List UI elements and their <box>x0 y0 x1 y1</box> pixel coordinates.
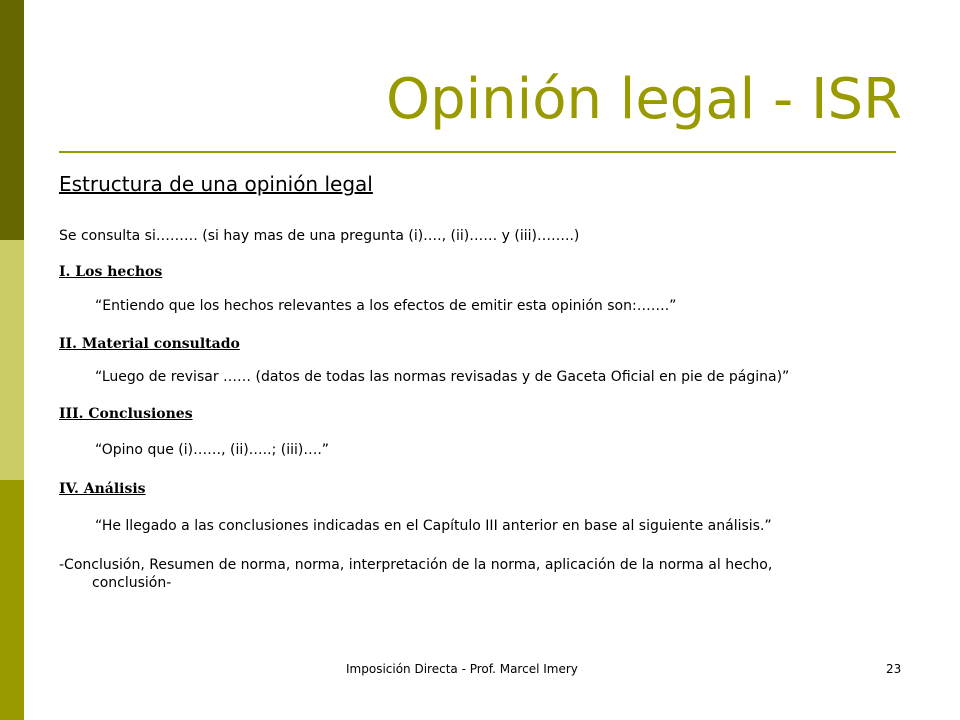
section-text-hechos: “Entiendo que los hechos relevantes a los efectos de emitir esta opinión son:…….” <box>95 298 677 314</box>
closing-text-line-2: conclusión- <box>92 575 172 591</box>
section-text-conclusiones: “Opino que (i)……, (ii)…..; (iii)….” <box>95 442 330 458</box>
section-heading-material: II. Material consultado <box>59 336 240 352</box>
sidebar-band-middle <box>0 240 24 480</box>
slide-subtitle: Estructura de una opinión legal <box>59 172 373 196</box>
section-heading-conclusiones: III. Conclusiones <box>59 406 193 422</box>
intro-text: Se consulta si……… (si hay mas de una pregunta (i)…., (ii)…… y (iii)……..) <box>59 228 580 244</box>
footer-text: Imposición Directa - Prof. Marcel Imery <box>346 662 578 676</box>
section-heading-analisis: IV. Análisis <box>59 481 146 497</box>
title-divider <box>59 151 896 153</box>
page-number: 23 <box>886 662 902 676</box>
sidebar-band-bottom <box>0 480 24 720</box>
slide-title: Opinión legal - ISR <box>385 67 902 132</box>
section-text-material: “Luego de revisar …… (datos de todas las normas revisadas y de Gaceta Oficial en pie de página)” <box>95 369 790 385</box>
section-text-analisis: “He llegado a las conclusiones indicadas en el Capítulo III anterior en base al siguiente análisis.” <box>95 518 772 534</box>
closing-text-line-1: -Conclusión, Resumen de norma, norma, interpretación de la norma, aplicación de la norma al hecho, <box>59 557 773 573</box>
sidebar-band-top <box>0 0 24 240</box>
section-heading-hechos: I. Los hechos <box>59 264 163 280</box>
